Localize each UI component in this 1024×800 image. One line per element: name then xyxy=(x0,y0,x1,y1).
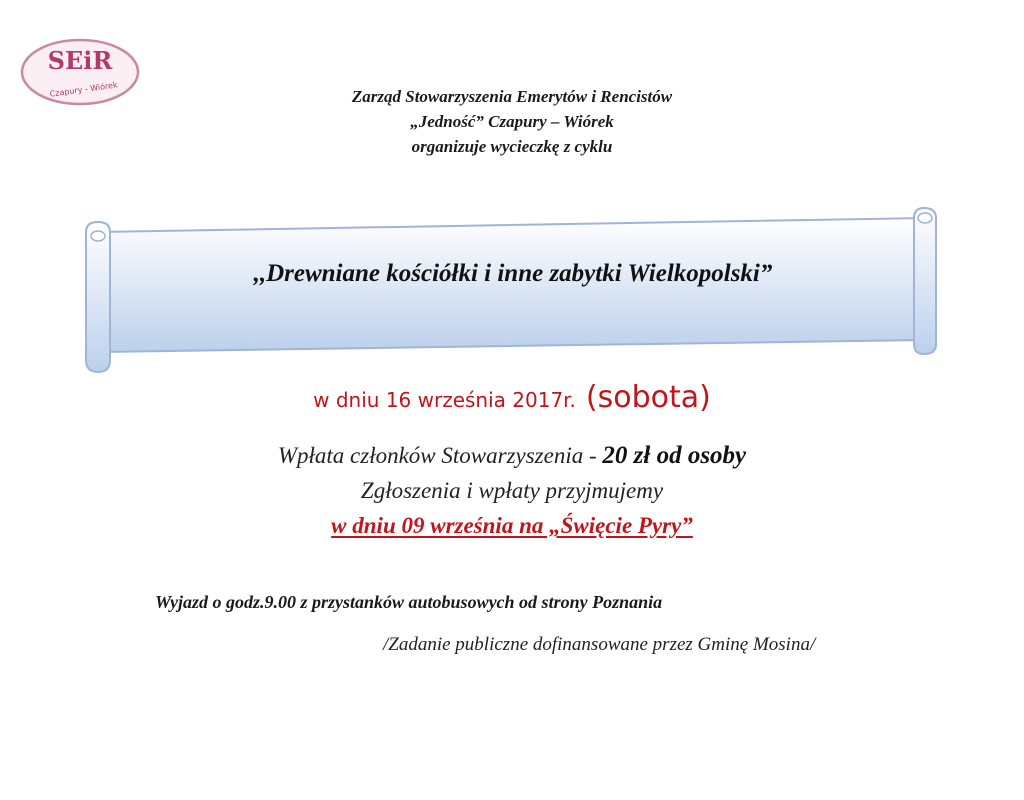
payment-prefix: Wpłata członków Stowarzyszenia - xyxy=(277,443,603,468)
logo-text: SEiR xyxy=(47,46,113,75)
deadline-line: w dniu 09 września na „Święcie Pyry” xyxy=(331,513,693,538)
trip-title-banner xyxy=(78,200,948,385)
payment-line xyxy=(0,438,1024,473)
trip-title: ,,Drewniane kościółki i inne zabytki Wielkopolski” xyxy=(253,260,773,287)
payment-info xyxy=(0,438,1024,543)
scroll-shape xyxy=(78,200,948,385)
departure-info: Wyjazd o godz.9.00 z przystanków autobusowych od strony Poznania xyxy=(155,592,663,612)
event-date xyxy=(0,380,1024,415)
event-day: (sobota) xyxy=(585,380,711,415)
organizer-header xyxy=(0,84,1024,159)
logo-caption: Czapury - Wiórek xyxy=(49,80,119,99)
funding-note: /Zadanie publiczne dofinansowane przez Gminę Mosina/ xyxy=(383,634,816,655)
payment-amount: 20 zł od osoby xyxy=(602,442,747,469)
header-line-2: „Jedność” Czapury – Wiórek xyxy=(410,112,614,131)
applications-line: Zgłoszenia i wpłaty przyjmujemy xyxy=(360,478,664,503)
header-line-1: Zarząd Stowarzyszenia Emerytów i Rencistów xyxy=(351,87,673,106)
header-line-3: organizuje wycieczkę z cyklu xyxy=(411,137,613,156)
event-date-text: w dniu 16 września 2017r. xyxy=(313,388,576,412)
